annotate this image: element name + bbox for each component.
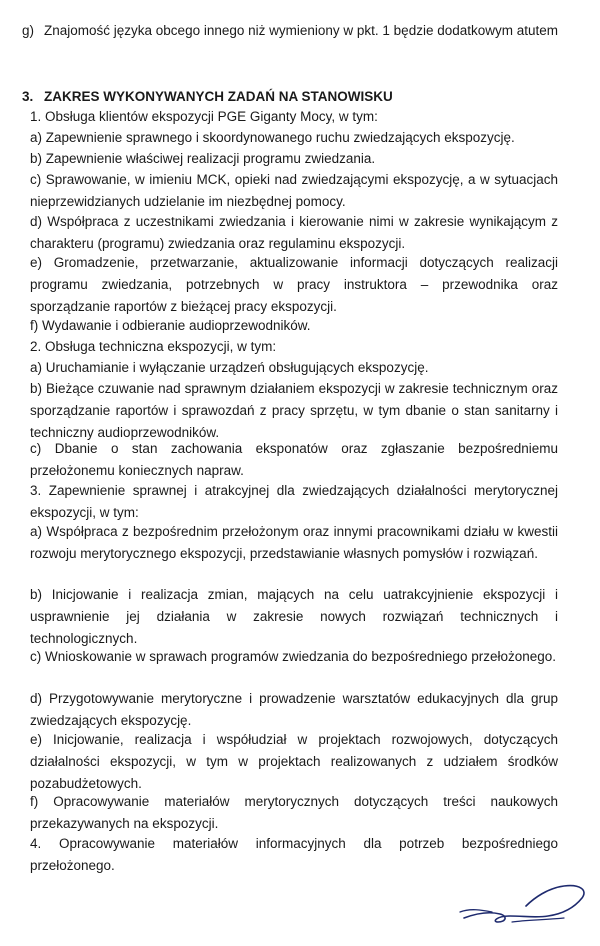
paragraph-4: 4. Opracowywanie materiałów informacyjnych dla potrzeb bezpośredniego przełożonego.: [30, 836, 558, 873]
paragraph-2c: c) Dbanie o stan zachowania eksponatów oraz zgłaszanie bezpośredniemu przełożonemu koniecznych napraw.: [30, 441, 558, 478]
section-number: 3.: [22, 89, 34, 104]
paragraph-2a: a) Uruchamianie i wyłączanie urządzeń obsługujących ekspozycję.: [30, 360, 429, 375]
paragraph-3c: c) Wnioskowanie w sprawach programów zwiedzania do bezpośredniego przełożonego.: [30, 649, 557, 664]
paragraph-2: 2. Obsługa techniczna ekspozycji, w tym:: [30, 339, 277, 354]
paragraph-1e: e) Gromadzenie, przetwarzanie, aktualizowanie informacji dotyczących realizacji programu zwiedzania, potrzebnych w pracy instruktora – przewodnika oraz sporządzanie raportów z bieżącej pracy ekspozycji.: [30, 255, 558, 314]
paragraph-3d: d) Przygotowywanie merytoryczne i prowadzenie warsztatów edukacyjnych dla grup zwiedzających ekspozycję.: [30, 691, 558, 728]
paragraph-2b: b) Bieżące czuwanie nad sprawnym działaniem ekspozycji w zakresie technicznym oraz sporządzanie raportów i sprawozdań z pracy sprzętu, w tym dbanie o stan sanitarny i techniczny audioprzewodników.: [30, 381, 558, 440]
handwritten-signature: [452, 872, 592, 932]
paragraph-1: 1. Obsługa klientów ekspozycji PGE Giganty Mocy, w tym:: [30, 109, 378, 124]
paragraph-3f: f) Opracowywanie materiałów merytorycznych dotyczących treści naukowych przekazywanych na ekspozycji.: [30, 794, 558, 831]
paragraph-3: 3. Zapewnienie sprawnej i atrakcyjnej dla zwiedzających działalności merytorycznej ekspozycji, w tym:: [30, 483, 558, 520]
intro-item-label: g): [22, 23, 35, 38]
intro-list-item: [22, 20, 558, 42]
section-title: ZAKRES WYKONYWANYCH ZADAŃ NA STANOWISKU: [44, 89, 393, 104]
paragraph-1f: f) Wydawanie i odbieranie audioprzewodników.: [30, 318, 311, 333]
intro-item-text: Znajomość języka obcego innego niż wymieniony w pkt. 1 będzie dodatkowym atutem: [44, 23, 559, 38]
paragraph-3a: a) Współpraca z bezpośrednim przełożonym oraz innymi pracownikami działu w kwestii rozwoju merytorycznego ekspozycji, przedstawianie własnych pomysłów i rozwiązań.: [30, 524, 558, 561]
paragraph-1a: a) Zapewnienie sprawnego i skoordynowanego ruchu zwiedzających ekspozycję.: [30, 130, 515, 145]
paragraph-3b: b) Inicjowanie i realizacja zmian, mających na celu uatrakcyjnienie ekspozycji i usprawnienie jej działania w zakresie nowych rozwiązań technicznych i technologicznych.: [30, 587, 558, 646]
paragraph-1b: b) Zapewnienie właściwej realizacji programu zwiedzania.: [30, 151, 376, 166]
section-heading: [22, 86, 562, 108]
paragraph-1d: d) Współpraca z uczestnikami zwiedzania i kierowanie nimi w zakresie wynikającym z charakteru (programu) zwiedzania oraz regulaminu ekspozycji.: [30, 214, 558, 251]
paragraph-3e: e) Inicjowanie, realizacja i współudział w projektach rozwojowych, dotyczących działalności ekspozycji, w tym w projektach realizowanych z udziałem środków pozabudżetowych.: [30, 732, 558, 791]
paragraph-1c: c) Sprawowanie, w imieniu MCK, opieki nad zwiedzającymi ekspozycję, a w sytuacjach nieprzewidzianych udzielanie im niezbędnej pomocy.: [30, 172, 558, 209]
